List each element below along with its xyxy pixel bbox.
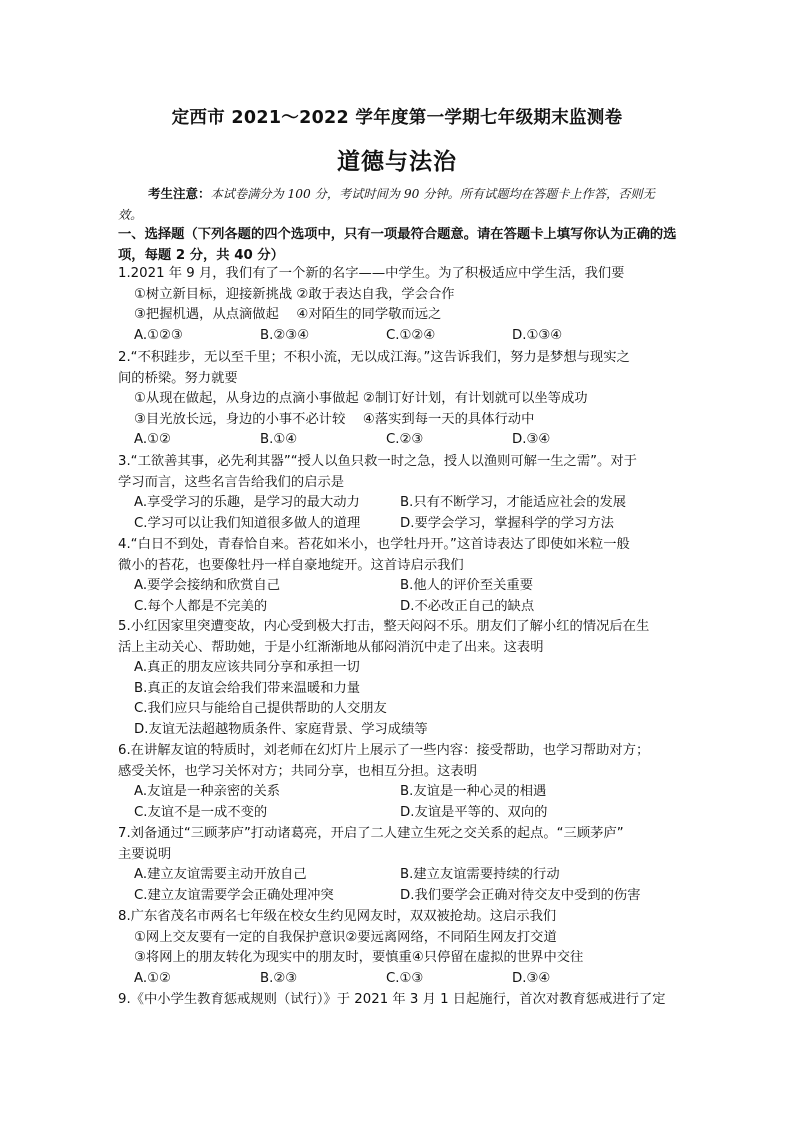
answer-options — [118, 597, 680, 618]
option-a: A.享受学习的乐趣，是学习的最大动力 — [134, 495, 360, 511]
option-a: A.建立友谊需要主动开放自己 — [134, 867, 307, 883]
option-c: C.②③ — [386, 432, 424, 448]
question-2 — [118, 348, 680, 451]
question-stem: 感受关怀，也学习关怀对方；共同分享，也相互分担。这表明 — [118, 763, 478, 779]
notice-text: 本试卷满分为 100 分，考试时间为 90 分钟。所有试题均在答题卡上作答，否则无效。 — [118, 187, 655, 222]
option-b: B.②③④ — [260, 327, 310, 343]
question-6 — [118, 741, 680, 823]
question-item: ③将网上的朋友转化为现实中的朋友时，要慎重④只停留在虚拟的世界中交往 — [134, 950, 584, 966]
question-stem: 间的桥梁。努力就要 — [118, 370, 238, 386]
question-7 — [118, 824, 680, 906]
question-item: ①树立新目标，迎接新挑战 ②敢于表达自我，学会合作 — [134, 286, 455, 302]
option-b: B.①④ — [260, 432, 298, 448]
option-b: B.真正的友谊会给我们带来温暖和力量 — [134, 680, 361, 696]
option-d: D.友谊是平等的、双向的 — [400, 804, 548, 820]
question-stem: 8.广东省茂名市两名七年级在校女生约见网友时，双双被抢劫。这启示我们 — [118, 909, 557, 924]
answer-options — [118, 326, 680, 347]
answer-options — [118, 493, 680, 514]
question-stem: 5.小红因家里突遭变故，内心受到极大打击，整天闷闷不乐。朋友们了解小红的情况后在生 — [118, 619, 650, 634]
question-5 — [118, 617, 680, 741]
option-d: D.不必改正自己的缺点 — [400, 598, 535, 614]
answer-options — [118, 430, 680, 451]
option-d: D.①③④ — [512, 327, 563, 343]
question-item: ①网上交友要有一定的自我保护意识②要远离网络，不同陌生网友打交道 — [134, 929, 557, 945]
question-item: ①从现在做起，从身边的点滴小事做起 ②制订好计划，有计划就可以坐等成功 — [134, 391, 588, 407]
option-d: D.③④ — [512, 432, 551, 448]
question-8 — [118, 907, 680, 989]
question-4 — [118, 535, 680, 617]
option-a: A.①②③ — [134, 327, 183, 343]
exam-title: 定西市 2021～2022 学年度第一学期七年级期末监测卷 — [171, 108, 623, 128]
option-c: C.①②④ — [386, 327, 436, 343]
notice-label: 考生注意： — [148, 186, 211, 201]
question-1 — [118, 264, 680, 346]
answer-options — [118, 803, 680, 824]
answer-options — [118, 886, 680, 907]
question-stem: 7.刘备通过“三顾茅庐”打动诸葛亮，开启了二人建立生死之交关系的起点。“三顾茅庐” — [118, 826, 624, 841]
option-d: D.友谊无法超越物质条件、家庭背景、学习成绩等 — [134, 721, 428, 737]
answer-options — [118, 782, 680, 803]
option-b: B.建立友谊需要持续的行动 — [400, 867, 560, 883]
option-a: A.要学会接纳和欣赏自己 — [134, 578, 281, 594]
question-3 — [118, 452, 680, 534]
option-c: C.学习可以让我们知道很多做人的道理 — [134, 515, 361, 531]
option-c: C.我们应只与能给自己提供帮助的人交朋友 — [134, 701, 387, 717]
option-c: C.建立友谊需要学会正确处理冲突 — [134, 887, 334, 903]
section-heading — [118, 225, 678, 266]
question-stem: 2.“不积跬步，无以至千里；不积小流，无以成江海。”这告诉我们，努力是梦想与现实之 — [118, 350, 630, 365]
answer-options — [118, 576, 680, 597]
question-item: ③目光放长远，身边的小事不必计较 ④落实到每一天的具体行动中 — [134, 411, 535, 427]
question-stem: 活上主动关心、帮助她，于是小红渐渐地从郁闷消沉中走了出来。这表明 — [118, 639, 544, 655]
question-stem: 9.《中小学生教育惩戒规则（试行）》于 2021 年 3 月 1 日起施行，首次对教育惩戒进行了定 — [118, 992, 666, 1007]
option-a: A.友谊是一种亲密的关系 — [134, 784, 281, 800]
question-stem: 4.“白日不到处，青春恰自来。苔花如米小，也学牡丹开。”这首诗表达了即使如米粒一般 — [118, 537, 630, 552]
option-c: C.每个人都是不完美的 — [134, 598, 268, 614]
option-b: B.②③ — [260, 970, 298, 986]
option-d: D.我们要学会正确对待交友中受到的伤害 — [400, 887, 641, 903]
question-item: ③把握机遇，从点滴做起 ④对陌生的同学敬而远之 — [134, 307, 442, 323]
option-a: A.真正的朋友应该共同分享和承担一切 — [134, 660, 360, 676]
subject-title: 道德与法治 — [337, 149, 457, 175]
question-stem: 6.在讲解友谊的特质时，刘老师在幻灯片上展示了一些内容：接受帮助，也学习帮助对方； — [118, 743, 650, 758]
answer-options — [118, 865, 680, 886]
option-c: C.①③ — [386, 970, 424, 986]
option-c: C.友谊不是一成不变的 — [134, 804, 268, 820]
option-a: A.①② — [134, 432, 171, 448]
question-stem: 3.“工欲善其事，必先利其器”“授人以鱼只救一时之急，授人以渔则可解一生之需”。对于 — [118, 454, 637, 469]
option-b: B.只有不断学习，才能适应社会的发展 — [400, 495, 627, 511]
option-d: D.要学会学习，掌握科学的学习方法 — [400, 515, 614, 531]
answer-options — [118, 969, 680, 990]
candidate-notice — [118, 183, 678, 226]
option-d: D.③④ — [512, 970, 551, 986]
question-stem: 1.2021 年 9 月，我们有了一个新的名字——中学生。为了积极适应中学生活，我们要 — [118, 266, 625, 281]
option-a: A.①② — [134, 970, 171, 986]
section-text: 一、选择题（下列各题的四个选项中，只有一项最符合题意。请在答题卡上填写你认为正确的选项，每题 2 分，共 40 分） — [118, 227, 677, 263]
question-stem: 微小的苔花，也要像牡丹一样自豪地绽开。这首诗启示我们 — [118, 557, 464, 573]
question-stem: 主要说明 — [118, 846, 172, 862]
question-stem: 学习而言，这些名言告给我们的启示是 — [118, 474, 345, 490]
option-b: B.友谊是一种心灵的相遇 — [400, 784, 547, 800]
option-b: B.他人的评价至关重要 — [400, 578, 534, 594]
answer-options — [118, 514, 680, 535]
question-9 — [118, 990, 680, 1011]
